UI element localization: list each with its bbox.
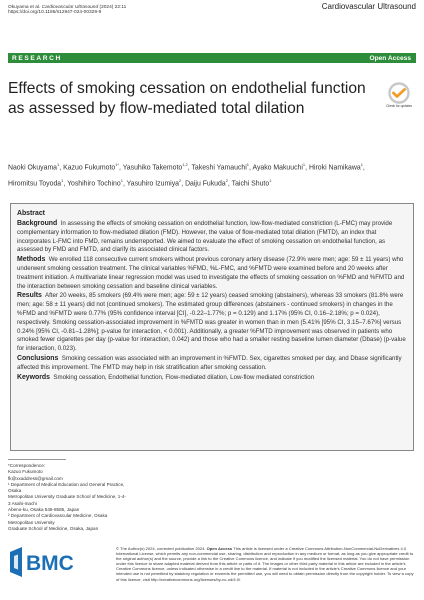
abstract-keywords-heading: Keywords [17, 373, 50, 381]
affiliation-line: Graduate School of Medicine, Osaka, Japan [8, 525, 99, 531]
author-affiliation-marker: 1 [120, 177, 123, 183]
article-type-ribbon [8, 53, 416, 63]
author-name[interactable]: Ayako Makuuchi [252, 164, 303, 172]
abstract-keywords [17, 374, 407, 383]
journal-name: Cardiovascular Ultrasound [321, 2, 416, 11]
abstract-background-text: In assessing the effects of smoking cessation on endothelial function, low-flow-mediated constriction (L-FMC) may provide complementary information to flow-mediated dilation (FMD). However, the value of flow-mediated total dilation (FMTD), an index that incorporates L-FMC into FMD, remains underreported. We aimed to evaluate the effect of smoking cessation on endothelial function, as assessed by FMD and FMTD, and clarify its associated clinical factors. [17, 220, 393, 254]
license-body: This article is licensed under a Creative Commons Attribution-NonCommercial-NoDerivatives 4.0 International License, which permits any non-commercial use, sharing, distribution and reproduction in any medium or format, as long as you give appropriate credit to the original author(s) and the source, provide a link to the Creative Commons licence, and indicate if you modified the licensed material. You do not have permission under this licence to share adapted material derived from this article or parts of it. The images or other third party material in this article are included in the article's Creative Commons licence, unless indicated otherwise in a credit line to the material. If material is not included in the article's Creative Commons licence and your intended use is not permitted by statutory regulation or exceeds the permitted use, you will need to obtain permission directly from the copyright holder. To view a copy of this licence, visit http://creativecommons.org/licenses/by-nc-nd/4.0/. [116, 546, 414, 582]
abstract-keywords-text: Smoking cessation, Endothelial function, Flow-mediated dilation, Low-flow mediated constriction [53, 373, 315, 381]
running-header [8, 2, 416, 16]
abstract-title: Abstract [17, 210, 45, 217]
author-affiliation-marker: 1 [57, 162, 60, 167]
author-name[interactable]: Naoki Okuyama [8, 164, 58, 172]
bmc-logo [8, 547, 78, 577]
abstract-conclusions [17, 355, 407, 373]
author-list: Naoki Okuyama$^1$, Kazuo Fukumoto$^{1*}$, Yasuhiko Takemoto$^{1,2}$, Takeshi Yamauchi$^1$, Ayako Makuuchi$^1$, Hiroki Namikawa$^1$, Hiromitsu Toyoda$^1$, Yoshihiro Tochino$^1$, Yasuhiro Izumiya$^2$, Daiju Fukuda$^2$, Taichi Shuto$^1$ [8, 162, 365, 188]
citation-authors: Okuyama et al. [8, 5, 41, 10]
abstract-methods [17, 256, 407, 291]
author-name[interactable]: Kazuo Fukumoto [63, 164, 116, 172]
author-name[interactable]: Hiromitsu Toyoda [8, 180, 62, 188]
citation-line [8, 5, 126, 15]
license-text [116, 546, 416, 582]
license-open-access: Open Access [206, 546, 233, 551]
author-affiliation-marker: 1 [269, 177, 272, 183]
bmc-logo-icon [8, 547, 78, 577]
author-name[interactable]: Yasuhiko Takemoto [122, 164, 183, 172]
abstract-body [17, 220, 407, 383]
abstract-conclusions-heading: Conclusions [17, 354, 59, 362]
author-affiliation-marker: 1 [61, 177, 64, 183]
abstract-results-heading: Results [17, 292, 42, 300]
article-title: Effects of smoking cessation on endothelial function as assessed by flow-mediated total dilation [8, 80, 366, 117]
author-name[interactable]: Yasuhiro Izumiya [126, 180, 179, 188]
check-for-updates-badge[interactable] [384, 82, 414, 112]
author-name[interactable]: Yoshihiro Tochino [67, 180, 121, 188]
bmc-logo-text: BMC [26, 552, 74, 575]
abstract-results [17, 292, 407, 354]
abstract-background [17, 220, 407, 255]
correspondence-email[interactable]: fk@xxaddress@gmail.com [8, 475, 63, 481]
author-affiliation-marker: 1 [360, 162, 363, 167]
citation-year: (2024) 22:11 [99, 5, 127, 10]
footnote-divider [8, 459, 66, 460]
license-lead: © The Author(s) 2024, corrected publication 2024. [116, 546, 206, 551]
author-affiliation-marker: 1,2 [182, 162, 188, 167]
check-for-updates-label: Check for updates [386, 104, 412, 108]
author-name[interactable]: Takeshi Yamauchi [191, 164, 247, 172]
citation-journal: Cardiovascular Ultrasound [41, 5, 99, 10]
abstract-conclusions-text: Smoking cessation was associated with an improvement in %FMTD. Sex, cigarettes smoked per day, and Dbase significantly affected this improvement. The FMTD may help in risk stratification after smoking cessation. [17, 354, 402, 371]
check-for-updates-icon [384, 82, 414, 104]
abstract-box [10, 203, 414, 451]
affiliation-line: ¹ Department of Medical Education and General Practice, Osaka [8, 481, 125, 494]
author-affiliation-marker: 1 [302, 162, 306, 167]
author-name[interactable]: Hiroki Namikawa [308, 164, 361, 172]
correspondence-line: *Correspondence: [8, 463, 46, 468]
abstract-methods-text: We enrolled 118 consecutive current smokers without previous coronary artery disease (72.9% were men; age: 59 ± 11 years) who underwent smoking cessation treatment. The clinical variables %FMD, %L-FMC, and %FMTD were examined before and 20 weeks after treatment initiation. A multivariate linear regression model was used to investigate the effects of smoking cessation on %FMD and %FMTD and the interaction between smoking cessation and baseline clinical variables. [17, 256, 405, 290]
affiliation-line: Abeno-ku, Osaka 545-8585, Japan [8, 507, 80, 513]
correspondence-line: Kazuo Fukumoto [8, 469, 43, 475]
affiliation-line: ² Department of Cardiovascular Medicine, Osaka Metropolitan University [8, 513, 108, 525]
abstract-results-text: After 20 weeks, 85 smokers (69.4% were men; age: 59 ± 12 years) ceased smoking (abstainers), whereas 33 smokers (81.8% were men; age: 58 ± 11 years) did not (continued smokers). The estimated group differences (abstainers - continued smokers) in changes in the %FMD and %FMTD were 0.77% (95% confidence interval [CI], -0.22–1.77%; p = 0.129) and 1.17% (95% CI, 0.16–2.18%; p = 0.024), respectively. Smoking cessation-associated improvement in %FMTD was greater in women than in men (5.41% [95% CI, 3.15–7.67%] versus 0.24% [95% CI, -0.81–1.28%]; p-value for interaction, < 0.001). Additionally, a greater %FMTD improvement was observed in patients who smoked fewer cigarettes per day (p-value for interaction, 0.042) and those who had a smaller resting baseline lumen diameter (Dbase) (p-value for interaction, 0.023). [17, 292, 406, 353]
open-access-label: Open Access [369, 54, 411, 62]
affiliation-line: Metropolitan University Graduate School of Medicine, 1-4-3 Asahi-machi [8, 494, 126, 506]
doi-link[interactable]: https://doi.org/10.1186/s12947-024-00329-9 [8, 10, 102, 15]
abstract-background-heading: Background [17, 220, 58, 227]
author-affiliation-marker: 2 [179, 177, 182, 183]
author-name[interactable]: Taichi Shuto [231, 180, 270, 188]
author-affiliation-marker: 1 [246, 162, 250, 167]
correspondence-block [8, 463, 128, 532]
author-name[interactable]: Daiju Fukuda [185, 180, 226, 188]
author-affiliation-marker: 2 [225, 177, 228, 183]
article-type-label: RESEARCH [12, 54, 62, 62]
abstract-methods-heading: Methods [17, 256, 46, 264]
author-affiliation-marker: 1* [115, 162, 119, 167]
